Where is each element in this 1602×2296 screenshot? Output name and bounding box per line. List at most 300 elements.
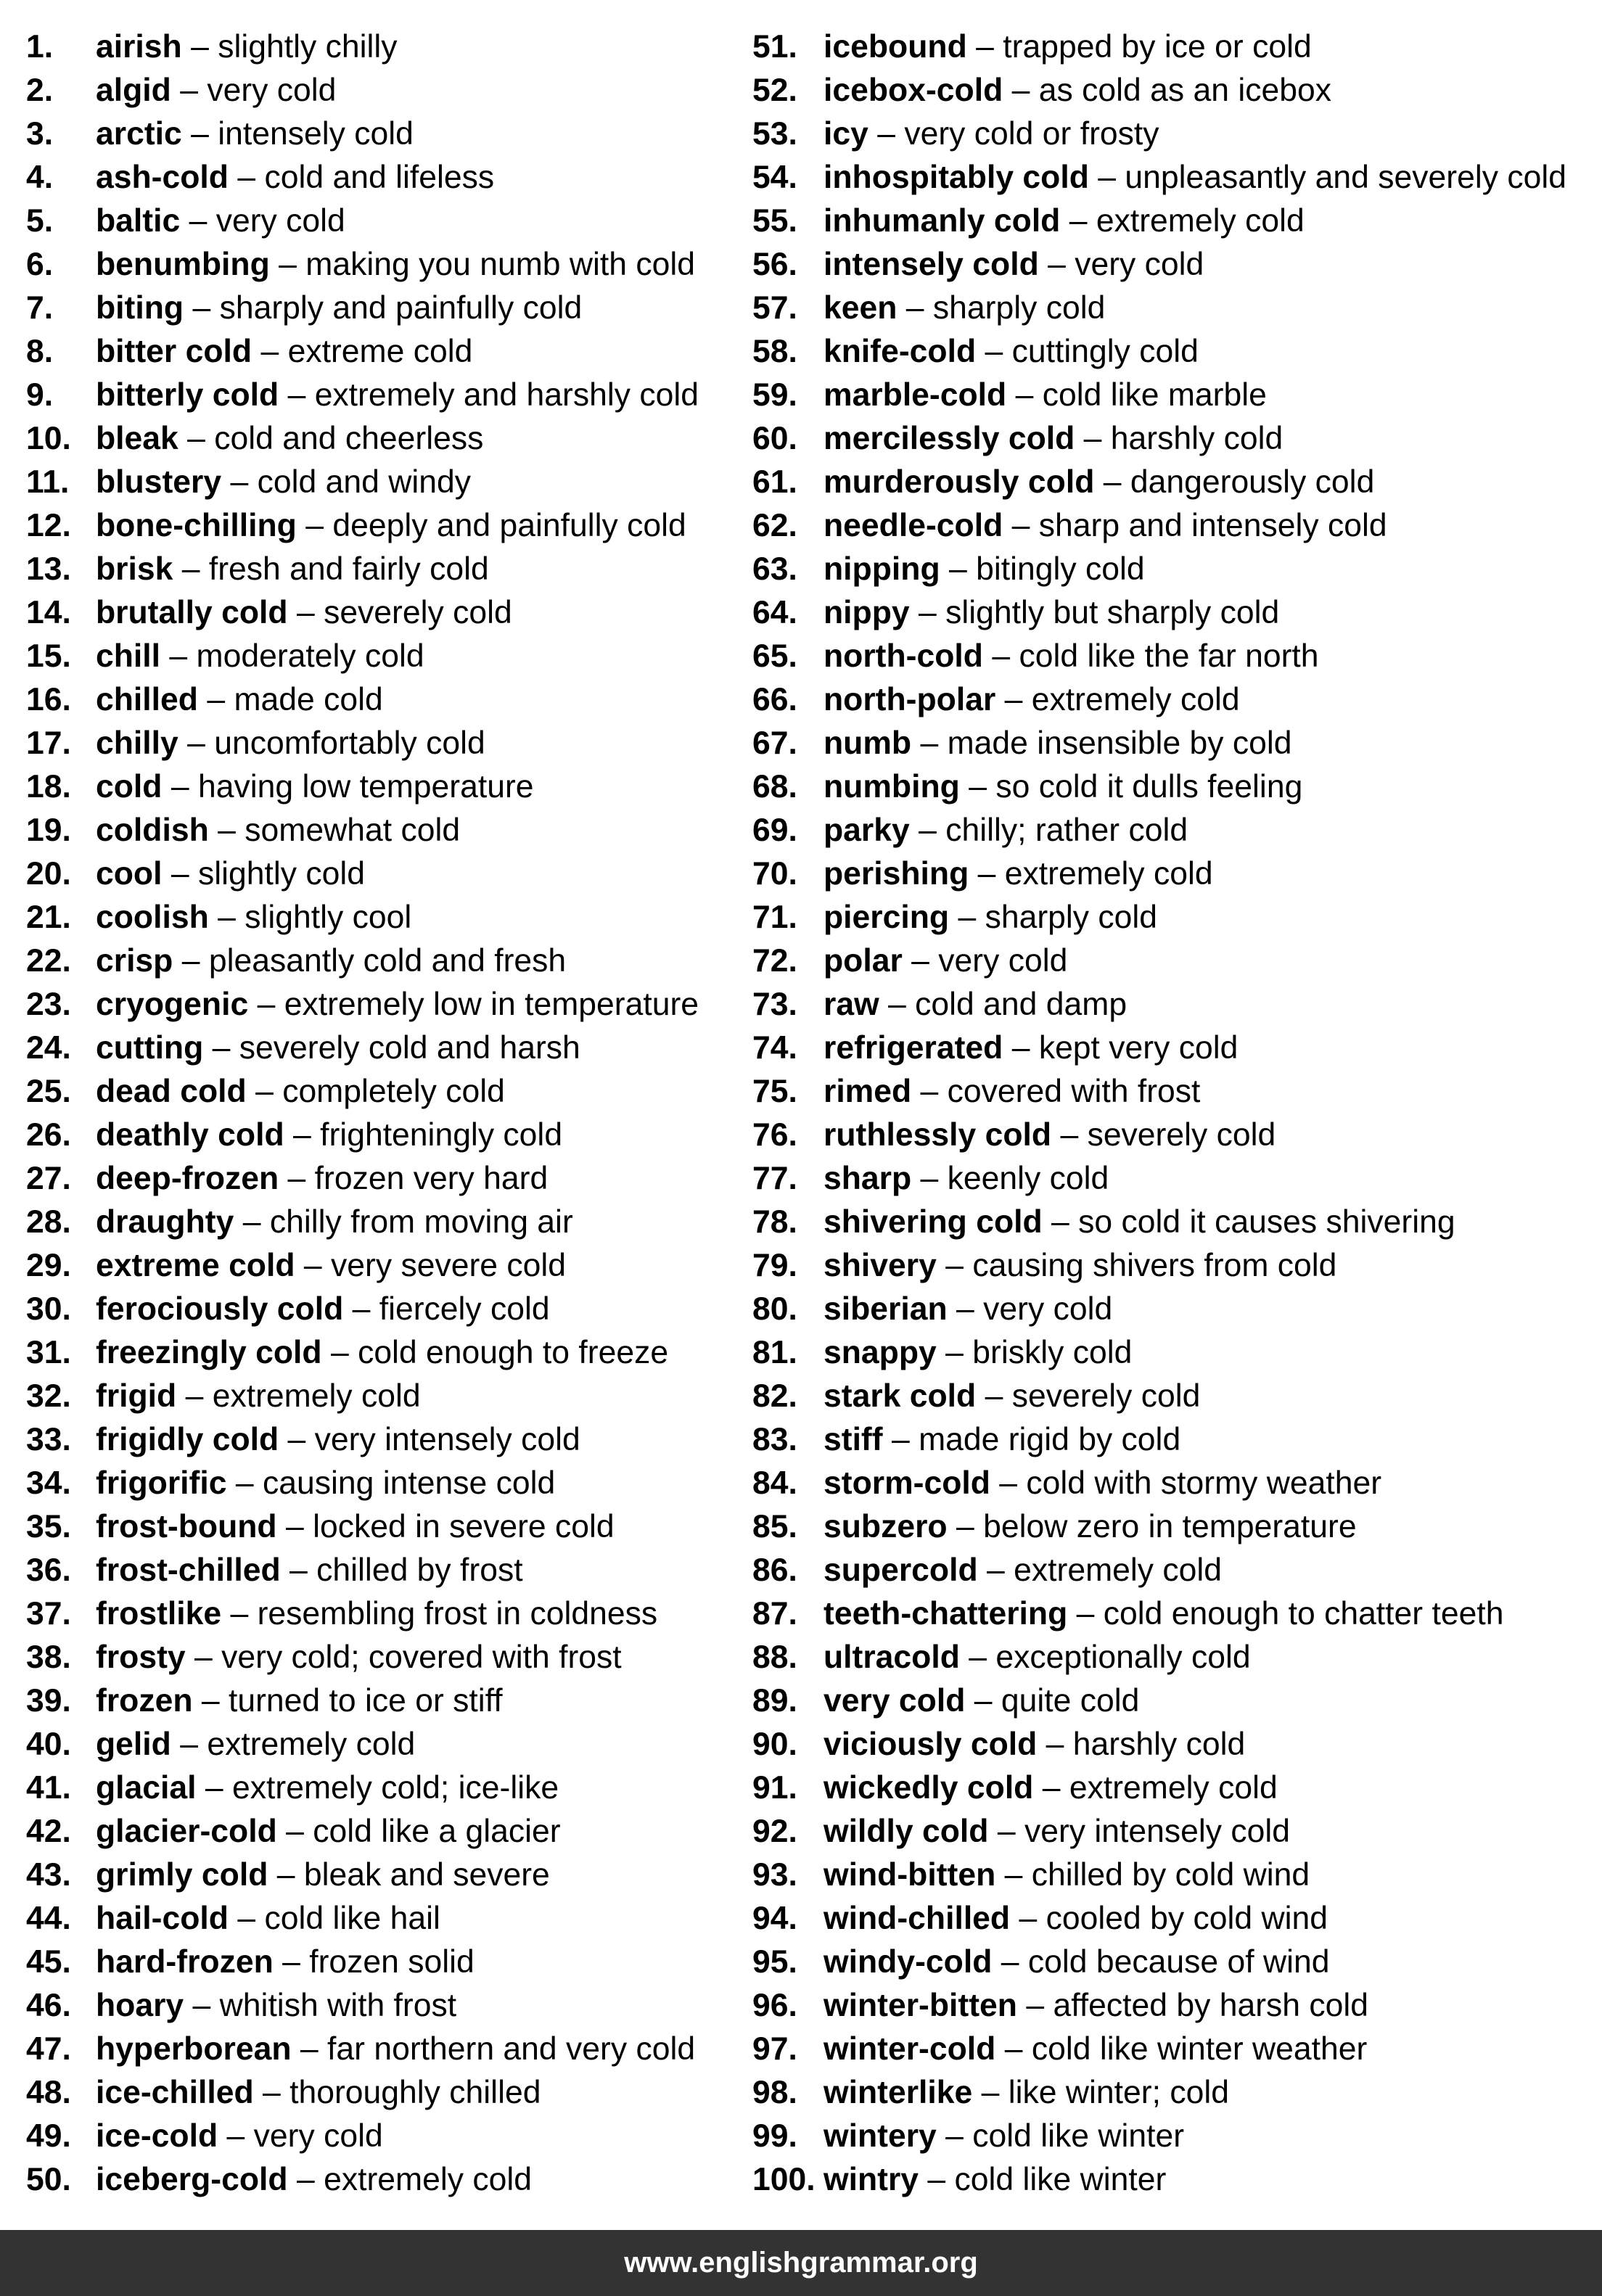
item-separator: –: [173, 943, 209, 979]
item-term: cool: [96, 856, 163, 892]
list-item: [26, 896, 744, 939]
item-number: 68.: [752, 769, 797, 805]
list-item: [752, 2158, 1587, 2202]
item-definition: like winter; cold: [1008, 2075, 1229, 2110]
item-separator: –: [184, 290, 220, 326]
item-term: subzero: [823, 1509, 948, 1544]
list-item: [752, 2071, 1587, 2115]
item-number: 82.: [752, 1378, 797, 1414]
item-number: 4.: [26, 160, 54, 195]
list-item: [26, 678, 744, 722]
item-definition: slightly chilly: [218, 29, 398, 65]
item-definition: very cold: [983, 1291, 1113, 1327]
item-number: 46.: [26, 1988, 71, 2023]
item-separator: –: [965, 1683, 1001, 1719]
item-definition: causing shivers from cold: [972, 1248, 1337, 1283]
item-number: 48.: [26, 2075, 71, 2110]
item-number: 5.: [26, 203, 54, 239]
item-term: icy: [823, 116, 868, 152]
item-number: 41.: [26, 1770, 71, 1806]
item-term: wind-chilled: [823, 1901, 1011, 1936]
item-definition: keenly cold: [947, 1161, 1109, 1196]
item-term: bitter cold: [96, 334, 252, 369]
item-number: 12.: [26, 508, 71, 543]
list-item: [752, 1766, 1587, 1810]
item-separator: –: [897, 290, 933, 326]
item-separator: –: [1006, 377, 1043, 413]
list-item: [752, 1114, 1587, 1157]
item-term: dead cold: [96, 1074, 247, 1109]
item-separator: –: [976, 334, 1012, 369]
item-separator: –: [868, 116, 905, 152]
item-term: brisk: [96, 551, 173, 587]
item-definition: cold enough to freeze: [358, 1335, 669, 1370]
list-item: [752, 461, 1587, 504]
list-item: [26, 1288, 744, 1331]
item-term: bitterly cold: [96, 377, 279, 413]
item-separator: –: [949, 900, 985, 935]
item-definition: harshly cold: [1072, 1727, 1246, 1762]
item-term: north-polar: [823, 682, 996, 717]
item-number: 81.: [752, 1335, 797, 1370]
item-number: 80.: [752, 1291, 797, 1327]
item-number: 1.: [26, 29, 54, 65]
list-item: [752, 1288, 1587, 1331]
item-term: storm-cold: [823, 1465, 990, 1501]
item-separator: –: [909, 812, 946, 848]
item-number: 29.: [26, 1248, 71, 1283]
list-item: [26, 1679, 744, 1723]
item-definition: cold with stormy weather: [1026, 1465, 1382, 1501]
item-number: 2.: [26, 73, 54, 108]
item-term: wickedly cold: [823, 1770, 1034, 1806]
item-definition: below zero in temperature: [983, 1509, 1357, 1544]
item-term: bone-chilling: [96, 508, 297, 543]
list-item: [752, 1418, 1587, 1462]
item-separator: –: [181, 29, 218, 65]
list-item: [26, 1636, 744, 1679]
list-item: [752, 330, 1587, 374]
item-number: 93.: [752, 1857, 797, 1893]
item-number: 45.: [26, 1944, 71, 1980]
item-number: 18.: [26, 769, 71, 805]
item-term: viciously cold: [823, 1727, 1038, 1762]
item-term: mercilessly cold: [823, 421, 1075, 456]
item-separator: –: [909, 595, 946, 630]
item-separator: –: [180, 203, 216, 239]
item-term: piercing: [823, 900, 950, 935]
item-definition: fiercely cold: [379, 1291, 550, 1327]
item-definition: very intensely cold: [314, 1422, 580, 1457]
item-separator: –: [879, 987, 916, 1022]
item-definition: far northern and very cold: [327, 2031, 696, 2067]
list-item: [26, 2071, 744, 2115]
item-separator: –: [253, 2075, 290, 2110]
list-item: [26, 983, 744, 1026]
item-separator: –: [208, 812, 245, 848]
item-number: 35.: [26, 1509, 71, 1544]
item-separator: –: [178, 421, 215, 456]
item-separator: –: [279, 377, 315, 413]
item-term: hyperborean: [96, 2031, 292, 2067]
list-item: [26, 591, 744, 635]
item-term: numb: [823, 725, 912, 761]
item-separator: –: [176, 1378, 213, 1414]
list-item: [26, 330, 744, 374]
list-item: [26, 1723, 744, 1766]
item-definition: extremely cold: [1069, 1770, 1278, 1806]
item-term: snappy: [823, 1335, 937, 1370]
item-number: 27.: [26, 1161, 71, 1196]
item-term: north-cold: [823, 638, 983, 674]
item-separator: –: [248, 987, 284, 1022]
item-definition: harshly cold: [1110, 421, 1283, 456]
item-separator: –: [160, 638, 197, 674]
list-item: [752, 1505, 1587, 1549]
list-item: [752, 199, 1587, 243]
item-term: hail-cold: [96, 1901, 229, 1936]
item-definition: cold because of wind: [1027, 1944, 1330, 1980]
item-definition: very cold; covered with frost: [221, 1639, 622, 1675]
list-item: [26, 1984, 744, 2028]
item-separator: –: [284, 1117, 321, 1153]
item-number: 36.: [26, 1552, 71, 1588]
list-item: [752, 1679, 1587, 1723]
item-term: windy-cold: [823, 1944, 993, 1980]
list-item: [752, 1636, 1587, 1679]
item-number: 90.: [752, 1727, 797, 1762]
item-definition: made insensible by cold: [947, 725, 1292, 761]
item-number: 3.: [26, 116, 54, 152]
list-item: [752, 243, 1587, 287]
item-term: draughty: [96, 1204, 234, 1240]
item-definition: very cold: [1075, 247, 1204, 282]
list-item: [26, 156, 744, 199]
item-number: 17.: [26, 725, 71, 761]
item-separator: –: [171, 1727, 208, 1762]
item-separator: –: [185, 1639, 222, 1675]
item-term: nipping: [823, 551, 940, 587]
item-term: knife-cold: [823, 334, 977, 369]
list-item: [26, 765, 744, 809]
item-number: 73.: [752, 987, 797, 1022]
list-item: [26, 461, 744, 504]
item-number: 96.: [752, 1988, 797, 2023]
footer-bar: [0, 2230, 1602, 2296]
list-item: [752, 1070, 1587, 1114]
item-definition: made cold: [234, 682, 383, 717]
item-term: raw: [823, 987, 879, 1022]
item-term: frigidly cold: [96, 1422, 279, 1457]
list-item: [752, 1941, 1587, 1984]
item-definition: very cold: [207, 73, 337, 108]
item-definition: fresh and fairly cold: [208, 551, 489, 587]
item-term: glacier-cold: [96, 1814, 277, 1849]
item-definition: cuttingly cold: [1011, 334, 1199, 369]
item-number: 72.: [752, 943, 797, 979]
item-definition: quite cold: [1001, 1683, 1140, 1719]
item-term: perishing: [823, 856, 969, 892]
item-definition: somewhat cold: [245, 812, 461, 848]
list-item: [752, 1549, 1587, 1592]
item-separator: –: [911, 725, 948, 761]
item-number: 26.: [26, 1117, 71, 1153]
item-definition: exceptionally cold: [995, 1639, 1251, 1675]
item-separator: –: [919, 2162, 955, 2197]
list-item: [26, 1549, 744, 1592]
item-definition: extremely cold; ice-like: [232, 1770, 559, 1806]
item-number: 30.: [26, 1291, 71, 1327]
item-definition: slightly cool: [245, 900, 412, 935]
item-definition: affected by harsh cold: [1053, 1988, 1369, 2023]
item-number: 14.: [26, 595, 71, 630]
list-item: [752, 896, 1587, 939]
item-separator: –: [162, 856, 198, 892]
item-separator: –: [959, 1639, 996, 1675]
item-definition: having low temperature: [197, 769, 534, 805]
list-item: [752, 939, 1587, 983]
item-separator: –: [287, 595, 324, 630]
list-item: [26, 504, 744, 548]
list-item: [752, 69, 1587, 112]
item-term: algid: [96, 73, 171, 108]
item-term: blustery: [96, 464, 222, 500]
word-list-right-column: [752, 25, 1587, 2202]
item-definition: very severe cold: [331, 1248, 567, 1283]
list-item: [26, 852, 744, 896]
item-definition: severely cold: [1087, 1117, 1276, 1153]
item-separator: –: [276, 1814, 313, 1849]
item-separator: –: [976, 1378, 1012, 1414]
list-item: [26, 722, 744, 765]
list-item: [26, 1114, 744, 1157]
item-number: 10.: [26, 421, 71, 456]
list-item: [752, 25, 1587, 69]
item-number: 13.: [26, 551, 71, 587]
item-term: cutting: [96, 1030, 204, 1066]
list-item: [752, 765, 1587, 809]
list-item: [752, 417, 1587, 461]
item-term: rimed: [823, 1074, 912, 1109]
item-term: freezingly cold: [96, 1335, 322, 1370]
list-item: [26, 1375, 744, 1418]
list-item: [752, 983, 1587, 1026]
item-term: wintry: [823, 2162, 919, 2197]
item-definition: extremely low in temperature: [284, 987, 699, 1022]
item-definition: moderately cold: [196, 638, 424, 674]
item-term: teeth-chattering: [823, 1596, 1068, 1632]
item-term: frostlike: [96, 1596, 222, 1632]
item-term: bleak: [96, 421, 178, 456]
item-definition: frozen very hard: [314, 1161, 549, 1196]
list-item: [752, 809, 1587, 852]
list-item: [752, 287, 1587, 330]
item-separator: –: [226, 1465, 263, 1501]
item-definition: very cold: [938, 943, 1068, 979]
item-definition: bleak and severe: [303, 1857, 550, 1893]
item-term: frigid: [96, 1378, 177, 1414]
item-number: 34.: [26, 1465, 71, 1501]
item-number: 9.: [26, 377, 54, 413]
item-term: ruthlessly cold: [823, 1117, 1052, 1153]
list-item: [752, 504, 1587, 548]
item-number: 52.: [752, 73, 797, 108]
item-definition: cold like winter weather: [1031, 2031, 1368, 2067]
list-item: [26, 1157, 744, 1201]
item-definition: extremely cold: [212, 1378, 421, 1414]
item-number: 89.: [752, 1683, 797, 1719]
item-number: 22.: [26, 943, 71, 979]
list-item: [26, 1070, 744, 1114]
list-item: [752, 2115, 1587, 2158]
item-number: 53.: [752, 116, 797, 152]
list-item: [26, 1244, 744, 1288]
footer-website-link[interactable]: www.englishgrammar.org: [624, 2247, 978, 2279]
item-separator: –: [218, 2118, 254, 2154]
item-term: stark cold: [823, 1378, 977, 1414]
item-number: 95.: [752, 1944, 797, 1980]
item-separator: –: [296, 508, 333, 543]
item-number: 86.: [752, 1552, 797, 1588]
item-definition: completely cold: [282, 1074, 505, 1109]
item-term: intensely cold: [823, 247, 1039, 282]
list-item: [26, 1941, 744, 1984]
list-item: [752, 1592, 1587, 1636]
item-separator: –: [276, 1509, 313, 1544]
item-separator: –: [911, 1161, 948, 1196]
item-separator: –: [162, 769, 198, 805]
item-definition: unpleasantly and severely cold: [1125, 160, 1566, 195]
item-term: icebox-cold: [823, 73, 1003, 108]
list-item: [26, 287, 744, 330]
item-separator: –: [295, 1248, 332, 1283]
list-item: [752, 548, 1587, 591]
item-number: 87.: [752, 1596, 797, 1632]
item-definition: turned to ice or stiff: [228, 1683, 503, 1719]
item-term: coldish: [96, 812, 209, 848]
list-item: [26, 243, 744, 287]
list-item: [752, 1201, 1587, 1244]
item-term: winter-bitten: [823, 1988, 1017, 2023]
item-separator: –: [977, 1552, 1014, 1588]
item-definition: extremely cold: [1096, 203, 1305, 239]
item-separator: –: [252, 334, 288, 369]
item-term: ultracold: [823, 1639, 960, 1675]
item-definition: extreme cold: [287, 334, 473, 369]
list-item: [26, 1592, 744, 1636]
item-term: sharp: [823, 1161, 912, 1196]
item-definition: severely cold: [324, 595, 512, 630]
list-item: [26, 1026, 744, 1070]
item-separator: –: [287, 2162, 324, 2197]
list-item: [752, 112, 1587, 156]
item-separator: –: [1003, 73, 1039, 108]
item-separator: –: [959, 769, 996, 805]
item-separator: –: [269, 247, 306, 282]
item-number: 28.: [26, 1204, 71, 1240]
item-separator: –: [902, 943, 939, 979]
item-term: needle-cold: [823, 508, 1003, 543]
list-item: [752, 2028, 1587, 2071]
item-number: 78.: [752, 1204, 797, 1240]
item-number: 55.: [752, 203, 797, 239]
item-separator: –: [972, 2075, 1009, 2110]
list-item: [26, 25, 744, 69]
item-term: cold: [96, 769, 163, 805]
list-item: [752, 374, 1587, 417]
item-definition: chilly; rather cold: [945, 812, 1188, 848]
item-number: 88.: [752, 1639, 797, 1675]
item-term: wind-bitten: [823, 1857, 996, 1893]
item-separator: –: [1094, 464, 1130, 500]
word-list-left-column: [26, 25, 744, 2202]
item-term: frost-chilled: [96, 1552, 281, 1588]
item-definition: extremely cold: [324, 2162, 532, 2197]
item-term: brutally cold: [96, 595, 288, 630]
item-separator: –: [1075, 421, 1111, 456]
item-definition: extremely cold: [1014, 1552, 1223, 1588]
item-number: 24.: [26, 1030, 71, 1066]
item-separator: –: [940, 551, 977, 587]
list-item: [26, 1897, 744, 1941]
item-definition: briskly cold: [972, 1335, 1133, 1370]
item-number: 70.: [752, 856, 797, 892]
list-item: [26, 635, 744, 678]
item-number: 63.: [752, 551, 797, 587]
item-number: 99.: [752, 2118, 797, 2154]
item-separator: –: [1010, 1901, 1046, 1936]
item-term: deep-frozen: [96, 1161, 279, 1196]
list-item: [26, 112, 744, 156]
item-number: 44.: [26, 1901, 71, 1936]
item-definition: making you numb with cold: [305, 247, 696, 282]
item-definition: extremely cold: [207, 1727, 416, 1762]
list-item: [26, 1505, 744, 1549]
list-item: [752, 1897, 1587, 1941]
list-item: [26, 2158, 744, 2202]
item-separator: –: [947, 1509, 984, 1544]
item-number: 84.: [752, 1465, 797, 1501]
item-term: siberian: [823, 1291, 948, 1327]
item-separator: –: [321, 1335, 358, 1370]
item-number: 83.: [752, 1422, 797, 1457]
item-number: 92.: [752, 1814, 797, 1849]
item-number: 8.: [26, 334, 54, 369]
item-number: 65.: [752, 638, 797, 674]
item-definition: intensely cold: [218, 116, 414, 152]
item-definition: cold and lifeless: [264, 160, 495, 195]
item-separator: –: [992, 1944, 1028, 1980]
item-number: 25.: [26, 1074, 71, 1109]
item-number: 47.: [26, 2031, 71, 2067]
item-separator: –: [246, 1074, 283, 1109]
item-definition: trapped by ice or cold: [1003, 29, 1312, 65]
item-term: icebound: [823, 29, 967, 65]
item-term: chilled: [96, 682, 198, 717]
item-number: 58.: [752, 334, 797, 369]
item-number: 57.: [752, 290, 797, 326]
item-number: 85.: [752, 1509, 797, 1544]
item-number: 11.: [26, 464, 70, 500]
item-term: supercold: [823, 1552, 978, 1588]
item-term: frost-bound: [96, 1509, 277, 1544]
item-separator: –: [1037, 1727, 1073, 1762]
item-number: 59.: [752, 377, 797, 413]
item-separator: –: [192, 1683, 229, 1719]
item-separator: –: [228, 160, 265, 195]
item-definition: bitingly cold: [976, 551, 1145, 587]
item-definition: uncomfortably cold: [214, 725, 485, 761]
